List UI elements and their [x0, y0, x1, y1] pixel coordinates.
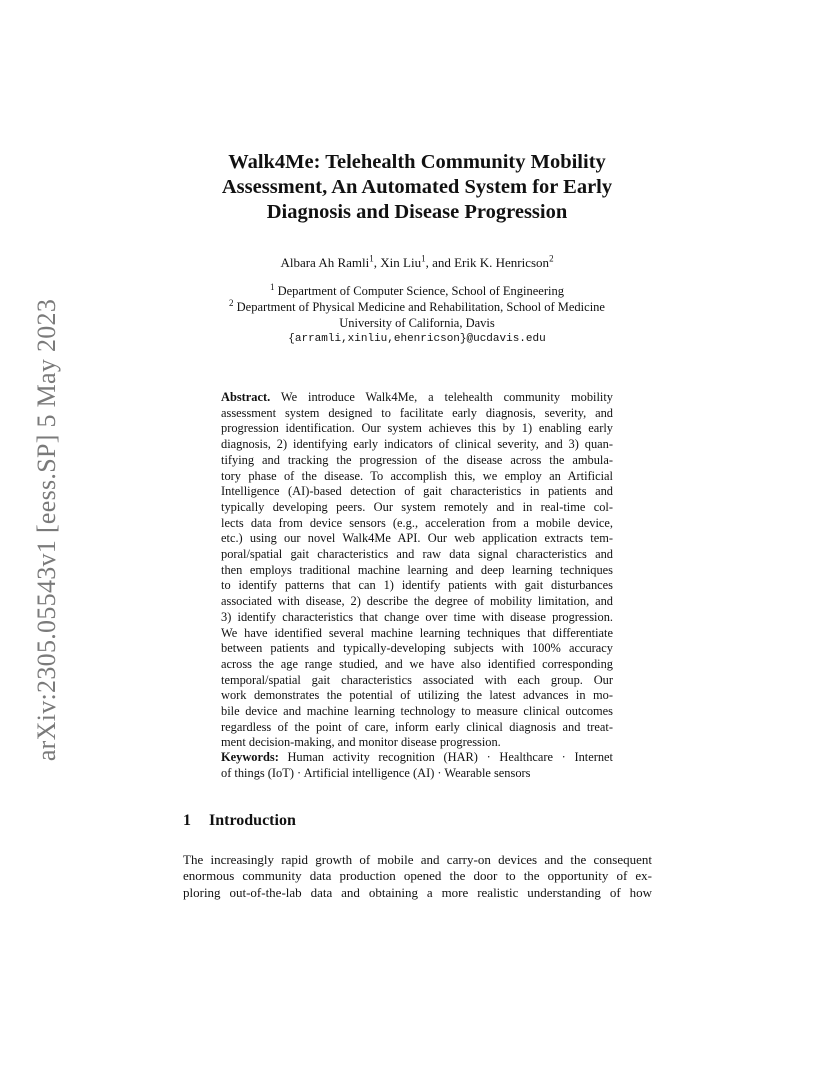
affiliations	[150, 283, 684, 347]
author-emails: {arramli,xinliu,ehenricson}@ucdavis.edu	[288, 333, 546, 345]
abstract-line: tifying and tracking the progression of the disease across the ambula-	[221, 452, 613, 467]
arxiv-identifier-stamp: arXiv:2305.05543v1 [eess.SP] 5 May 2023	[32, 298, 61, 762]
author-separator: ,	[373, 255, 381, 270]
abstract-line: We have identified several machine learning techniques that differentiate	[221, 625, 613, 640]
author-separator: , and	[425, 255, 455, 270]
author-affiliation-mark: 1	[369, 253, 374, 264]
title-line: Diagnosis and Disease Progression	[266, 201, 568, 223]
abstract-line: between patients and typically-developing subjects with 100% accuracy	[221, 641, 613, 656]
author-name: Xin Liu	[380, 255, 422, 270]
keywords-text: Human activity recognition (HAR) · Healthcare · Internet	[278, 750, 613, 764]
abstract-line: progression identification. Our system achieves this by 1) enabling early	[221, 421, 613, 436]
abstract-line: temporal/spatial gait characteristics associated with each group. Our	[221, 672, 613, 687]
university-name: University of California, Davis	[339, 316, 495, 330]
keywords-line: of things (IoT) · Artificial intelligence (AI) · Wearable sensors	[221, 765, 531, 780]
abstract-line: assessment system designed to facilitate early diagnosis, severity, and	[221, 405, 613, 420]
abstract-line: work demonstrates the potential of utilizing the latest advances in mo-	[221, 688, 613, 703]
body-line: enormous community data production opened the door to the opportunity of ex-	[183, 868, 652, 884]
section-number: 1	[183, 812, 191, 829]
abstract-line: etc.) using our novel Walk4Me API. Our web application extracts tem-	[221, 531, 613, 546]
abstract-line: regardless of the point of care, inform early clinical diagnosis and treat-	[221, 719, 613, 734]
title-line: Assessment, An Automated System for Early	[221, 176, 613, 198]
body-line: ploring out-of-the-lab data and obtaining a more realistic understanding of how	[183, 884, 652, 900]
abstract-line: diagnosis, 2) identifying early indicators of clinical severity, and 3) quan-	[221, 437, 613, 452]
affiliation-text: Department of Physical Medicine and Rehabilitation, School of Medicine	[233, 300, 605, 314]
abstract-line: tory phase of the disease. To accomplish this, we employ an Artificial	[221, 468, 613, 483]
author-list	[150, 254, 684, 271]
abstract-line: then employs traditional machine learning and deep learning techniques	[221, 562, 613, 577]
affiliation-mark: 1	[269, 281, 275, 292]
keywords-line	[221, 750, 613, 766]
author-affiliation-mark: 1	[421, 253, 426, 264]
title-line: Walk4Me: Telehealth Community Mobility	[228, 151, 606, 173]
abstract	[221, 390, 613, 751]
abstract-line: lects data from device sensors (e.g., acceleration from a mobile device,	[221, 515, 613, 530]
abstract-line: ment decision-making, and monitor disease progression.	[221, 735, 501, 750]
abstract-line: typically developing peers. Our system remotely and in real-time col-	[221, 499, 613, 514]
section-title: Introduction	[209, 812, 296, 829]
abstract-line	[221, 390, 613, 406]
abstract-line: bile device and machine learning technology to measure clinical outcomes	[221, 704, 613, 719]
abstract-line: associated with disease, 2) describe the degree of mobility limitation, and	[221, 594, 613, 609]
abstract-line: 3) identify characteristics that change over time with disease progression.	[221, 609, 613, 624]
abstract-line: across the age range studied, and we have also identified corresponding	[221, 656, 613, 671]
affiliation-1	[150, 283, 684, 299]
section-heading-introduction	[183, 812, 296, 830]
affiliation-text: Department of Computer Science, School of Engineering	[274, 284, 564, 298]
abstract-line: to identify patterns that can 1) identify patients with gait disturbances	[221, 578, 613, 593]
author-name: Albara Ah Ramli	[280, 255, 370, 270]
author-name: Erik K. Henricson	[454, 255, 550, 270]
paper-title	[150, 150, 684, 225]
author-affiliation-mark: 2	[549, 253, 554, 264]
keywords	[221, 750, 613, 781]
body-line: The increasingly rapid growth of mobile and carry-on devices and the consequent	[183, 852, 652, 867]
introduction-paragraph	[183, 852, 652, 901]
abstract-text: We introduce Walk4Me, a telehealth community mobility	[270, 390, 613, 404]
abstract-label: Abstract.	[221, 390, 271, 404]
affiliation-2	[150, 299, 684, 315]
affiliation-mark: 2	[229, 297, 234, 308]
abstract-line: poral/spatial gait characteristics and raw data signal characteristics and	[221, 547, 613, 562]
abstract-line: Intelligence (AI)-based detection of gait characteristics in patients and	[221, 484, 613, 499]
keywords-label: Keywords:	[221, 750, 279, 764]
